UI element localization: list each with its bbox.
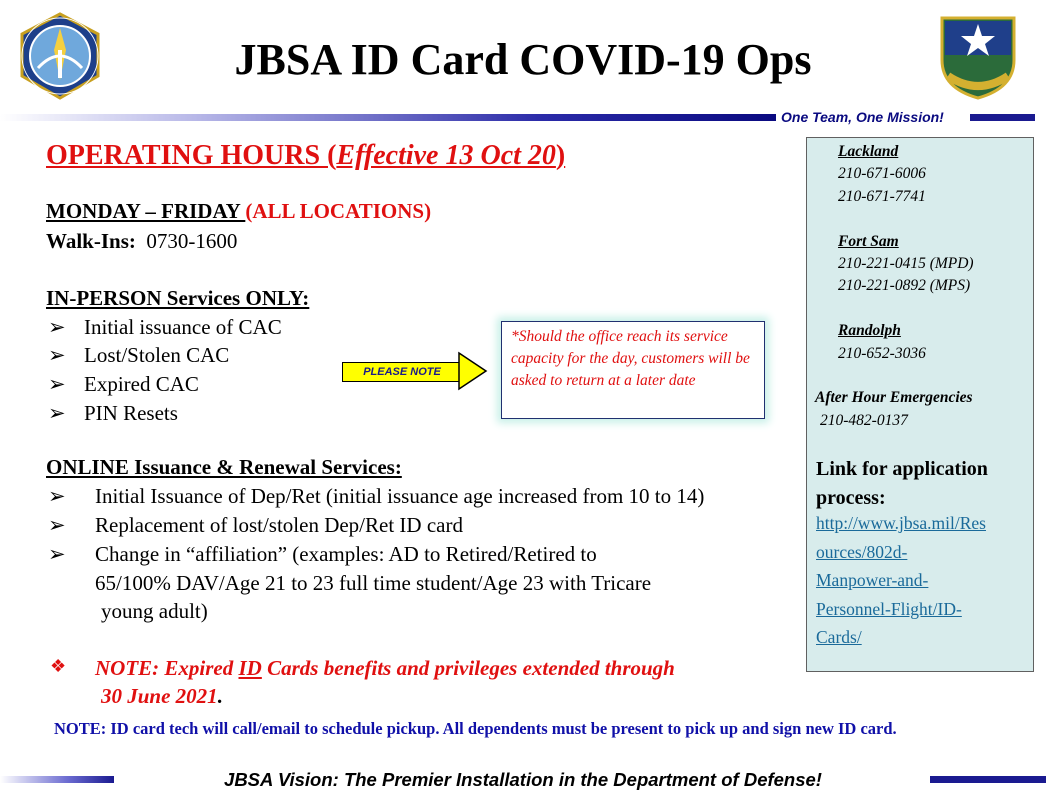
arrowhead-bullet-icon: ➢ [48, 343, 66, 367]
online-heading: ONLINE Issuance & Renewal Services: [46, 455, 402, 479]
capacity-callout: *Should the office reach its service capacity for the day, customers will be asked to return at a later date [501, 321, 765, 419]
expired-note-id: ID [238, 656, 262, 680]
expired-note-post: Cards benefits and privileges extended through [261, 656, 675, 680]
arrowhead-bullet-icon: ➢ [48, 401, 66, 425]
list-item-label: Lost/Stolen CAC [84, 343, 230, 367]
list-item [48, 484, 704, 509]
application-link-line[interactable]: Manpower-and- [816, 570, 929, 590]
list-item-label: Expired CAC [84, 372, 199, 396]
list-item-continuation: 65/100% DAV/Age 21 to 23 full time student/Age 23 with Tricare [95, 571, 652, 595]
days-label: MONDAY – FRIDAY [46, 199, 246, 223]
application-link[interactable] [816, 509, 986, 652]
list-item [48, 343, 229, 368]
list-item [48, 542, 597, 567]
lackland-phone: 210-671-6006 [838, 165, 926, 182]
walkins-label: Walk-Ins: [46, 229, 136, 253]
after-hours-heading: After Hour Emergencies [815, 389, 973, 406]
header-divider-band [0, 114, 776, 121]
expired-cards-date-line [101, 684, 223, 709]
list-item-label: Change in “affiliation” (examples: AD to Retired/Retired to [95, 542, 597, 566]
motto: One Team, One Mission! [781, 109, 944, 125]
list-item [48, 513, 463, 538]
list-item [48, 372, 199, 397]
arrowhead-bullet-icon: ➢ [48, 484, 66, 508]
pickup-note: NOTE: ID card tech will call/email to schedule pickup. All dependents must be present to pick up and sign new ID card. [54, 719, 897, 738]
expired-note-period: . [217, 684, 223, 708]
operating-hours-suffix: ) [555, 140, 566, 171]
application-link-line[interactable]: http://www.jbsa.mil/Res [816, 513, 986, 533]
footer-divider-band-left [0, 776, 114, 783]
fort-sam-heading: Fort Sam [838, 233, 899, 250]
diamond-bullet-icon: ❖ [50, 656, 67, 676]
randolph-heading: Randolph [838, 322, 901, 339]
walkins-hours: 0730-1600 [135, 229, 238, 253]
application-link-line[interactable]: Personnel-Flight/ID- [816, 598, 962, 619]
in-person-heading: IN-PERSON Services ONLY: [46, 286, 310, 310]
after-hours-phone: 210-482-0137 [820, 412, 908, 429]
arrowhead-bullet-icon: ➢ [48, 513, 66, 537]
list-item [48, 401, 178, 426]
fort-sam-phone: 210-221-0415 (MPD) [838, 255, 974, 272]
header-divider-band-right [970, 114, 1035, 121]
expired-note-pre: NOTE: Expired [95, 656, 239, 680]
list-item-label: Initial issuance of CAC [84, 315, 282, 339]
randolph-phone: 210-652-3036 [838, 345, 926, 362]
expired-cards-note [95, 656, 675, 681]
list-item-label: PIN Resets [84, 401, 178, 425]
days-line [46, 199, 431, 224]
walkins-line [46, 229, 237, 254]
vision-statement: JBSA Vision: The Premier Installation in the Department of Defense! [224, 769, 822, 790]
operating-hours-effective: Effective 13 Oct 20 [336, 140, 556, 171]
list-item-label: Replacement of lost/stolen Dep/Ret ID card [95, 513, 463, 537]
arrow-right-icon [458, 351, 488, 396]
please-note-label: PLEASE NOTE [342, 362, 462, 382]
list-item [48, 315, 282, 340]
link-heading [816, 455, 988, 512]
operating-hours-prefix: OPERATING HOURS ( [46, 140, 337, 171]
locations-label: (ALL LOCATIONS) [245, 199, 432, 223]
arrowhead-bullet-icon: ➢ [48, 372, 66, 396]
arrowhead-bullet-icon: ➢ [48, 542, 66, 566]
page-title: JBSA ID Card COVID-19 Ops [234, 35, 812, 84]
expired-note-date: 30 June 2021 [101, 684, 218, 708]
application-link-line[interactable]: ources/802d- [816, 541, 908, 562]
fort-sam-phone: 210-221-0892 (MPS) [838, 277, 971, 294]
list-item-continuation: young adult) [101, 599, 208, 623]
link-heading-line: process: [816, 486, 886, 509]
lackland-phone: 210-671-7741 [838, 188, 926, 205]
footer-divider-band-right [930, 776, 1046, 783]
operating-hours-title [46, 140, 565, 172]
link-heading-line: Link for application [816, 458, 988, 480]
list-item-label: Initial Issuance of Dep/Ret (initial issuance age increased from 10 to 14) [95, 484, 705, 508]
application-link-line[interactable]: Cards/ [816, 627, 862, 647]
lackland-heading: Lackland [838, 143, 899, 160]
arrowhead-bullet-icon: ➢ [48, 315, 66, 339]
